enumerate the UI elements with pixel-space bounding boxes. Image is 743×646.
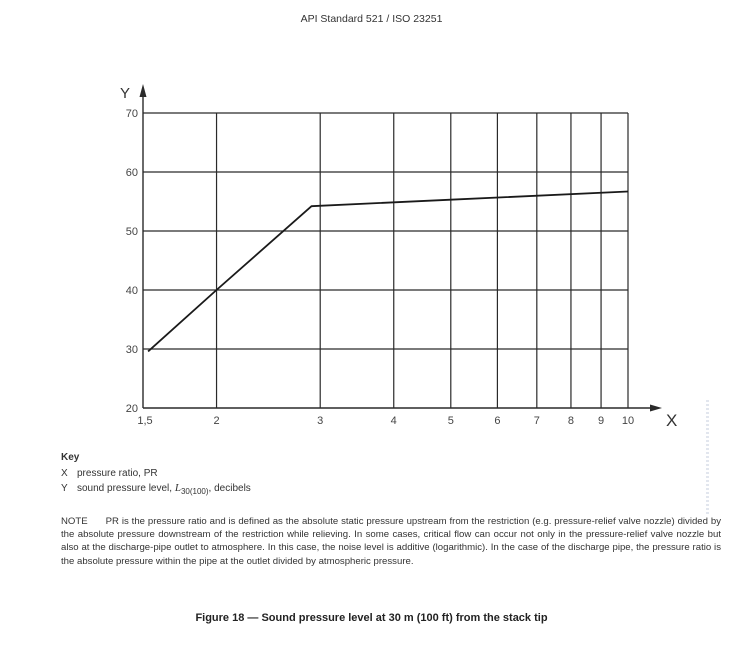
key-item-x xyxy=(61,466,251,481)
svg-text:60: 60 xyxy=(125,167,138,179)
key-symbol: Y xyxy=(61,483,68,494)
svg-text:50: 50 xyxy=(125,226,138,238)
key-item-y xyxy=(61,481,251,496)
figure-caption: Figure 18 — Sound pressure level at 30 m (100 ft) from the stack tip xyxy=(195,612,548,624)
note-label: NOTE xyxy=(61,516,88,527)
key-text: pressure ratio, PR xyxy=(77,468,158,479)
page-header: API Standard 521 / ISO 23251 xyxy=(300,13,443,25)
svg-text:1,5: 1,5 xyxy=(137,415,153,427)
key-symbol: X xyxy=(61,468,68,479)
svg-text:6: 6 xyxy=(494,415,501,427)
svg-text:9: 9 xyxy=(598,415,605,427)
svg-text:5: 5 xyxy=(447,415,454,427)
svg-text:X: X xyxy=(666,411,678,430)
chart-tick-labels xyxy=(120,85,677,430)
figure-note xyxy=(61,515,721,568)
sound-level-line xyxy=(148,192,628,352)
chart-axes xyxy=(140,84,663,412)
scan-edge-artifact xyxy=(706,400,709,515)
svg-text:Y: Y xyxy=(119,85,130,102)
svg-text:40: 40 xyxy=(125,285,138,297)
key-text: sound pressure level, $L_{30(100)}$, decibels xyxy=(77,481,251,496)
svg-text:7: 7 xyxy=(533,415,540,427)
svg-text:2: 2 xyxy=(213,415,220,427)
svg-text:8: 8 xyxy=(567,415,575,427)
svg-text:30: 30 xyxy=(125,344,138,356)
svg-text:4: 4 xyxy=(390,415,397,427)
svg-text:3: 3 xyxy=(317,415,324,427)
svg-text:10: 10 xyxy=(621,415,635,427)
svg-text:70: 70 xyxy=(125,108,138,120)
chart-key xyxy=(61,452,251,496)
note-text: PR is the pressure ratio and is defined as the absolute static pressure upstream from the restriction (e.g. pressure-relief valve nozzle) divided by the absolute pressure downstream of the restriction while relieving. In some cases, critical flow can occur not only in the pressure-relief valve nozzle but also at the discharge-pipe outlet to atmosphere. In this case, the noise level is additive (logarithmic). In the case of the discharge pipe, the pressure ratio is the absolute pressure within the pipe at the outlet divided by atmospheric pressure. xyxy=(61,516,721,567)
chart-grid xyxy=(143,113,628,408)
svg-text:20: 20 xyxy=(125,403,138,415)
chart-series xyxy=(148,192,628,352)
key-title: Key xyxy=(61,452,80,463)
